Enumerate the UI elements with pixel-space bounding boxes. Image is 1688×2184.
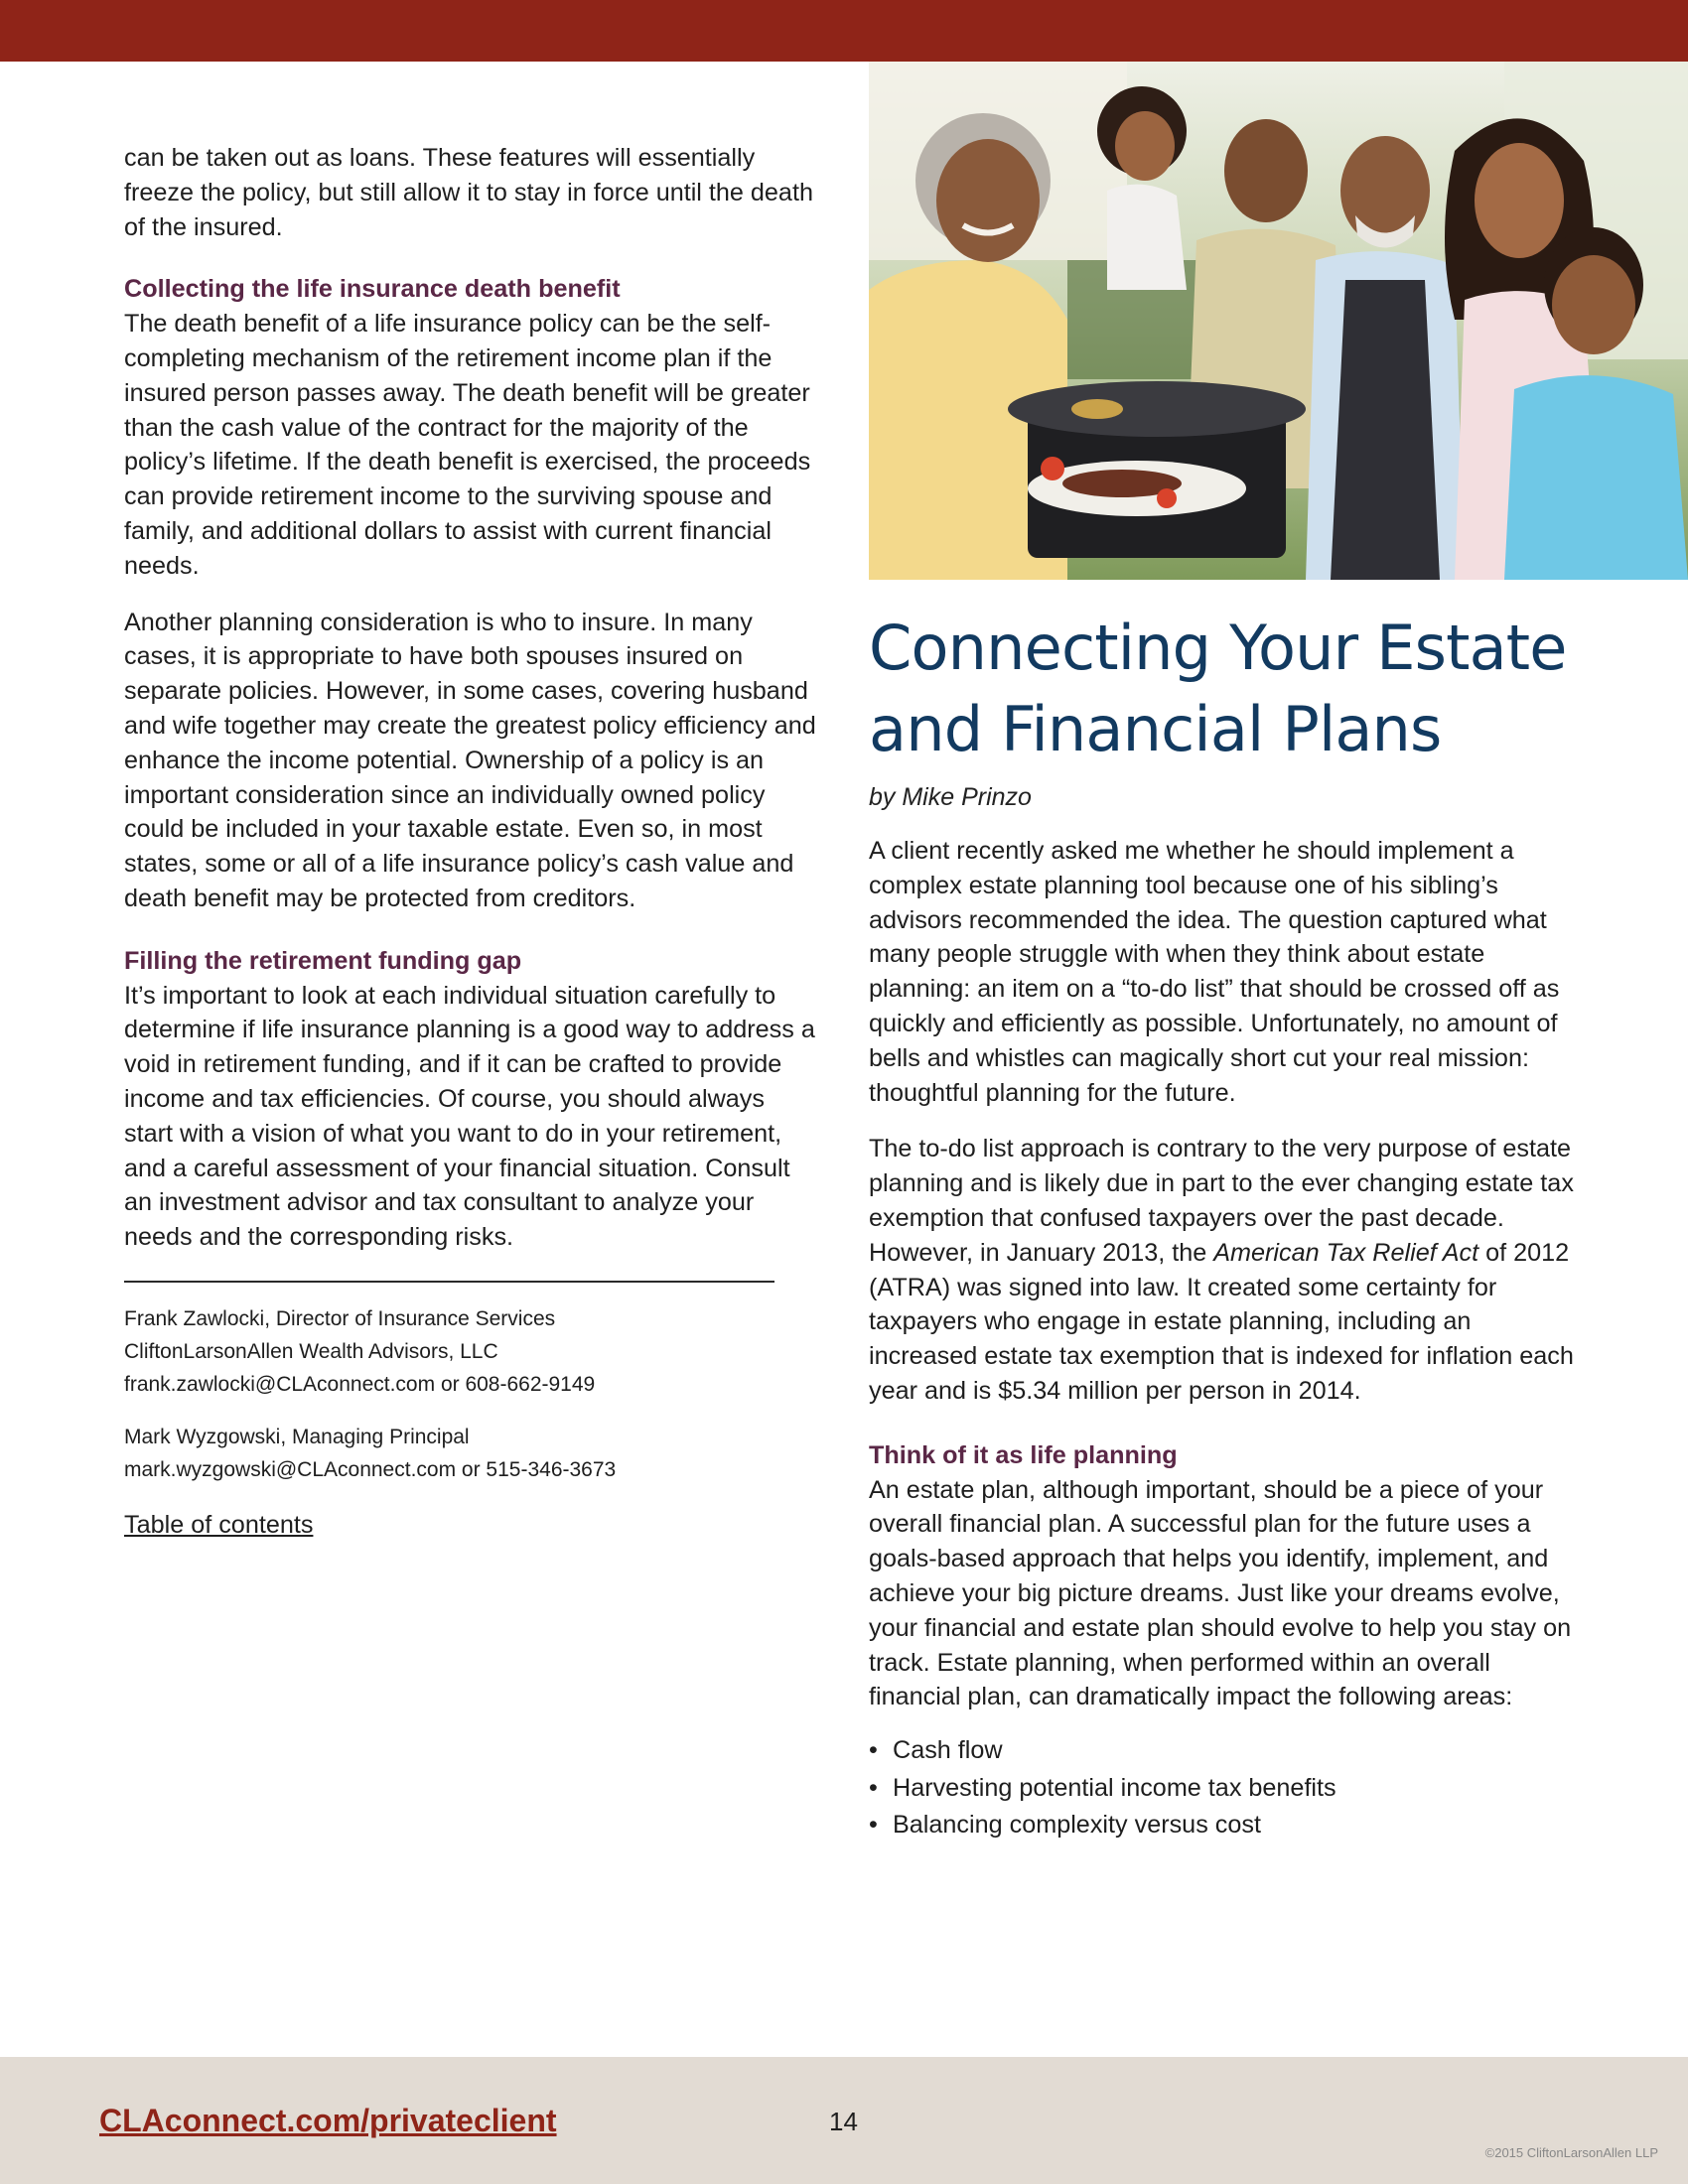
list-item xyxy=(869,1807,1574,1844)
website-link[interactable]: CLAconnect.com/privateclient xyxy=(99,2103,557,2138)
intro-paragraph: can be taken out as loans. These features will essentially freeze the policy, but still allow it to stay in force until the death of the insured. xyxy=(124,144,813,241)
impact-areas-list xyxy=(869,1732,1574,1844)
title-line-1: Connecting Your Estate xyxy=(869,612,1567,684)
top-banner-bar xyxy=(0,0,1688,62)
contact-name: Frank Zawlocki, Director of Insurance Services xyxy=(124,1306,556,1330)
copyright-notice: ©2015 CliftonLarsonAllen LLP xyxy=(1484,2145,1658,2160)
list-item-text: Cash flow xyxy=(893,1736,1003,1765)
contact-email-phone: mark.wyzgowski@CLAconnect.com or 515-346-3673 xyxy=(124,1457,617,1481)
funding-gap-paragraph: It’s important to look at each individual situation carefully to determine if life insurance planning is a good way to address a void in retirement funding, and if it can be crafted to provide income and tax efficiencies. Of course, you should always start with a vision of what you want to do in your retirement, and a careful assessment of your financial situation. Consult an investment advisor and tax consultant to analyze your needs and the corresponding risks. xyxy=(124,981,815,1252)
byline: by Mike Prinzo xyxy=(869,783,1032,811)
list-item-text: Balancing complexity versus cost xyxy=(893,1811,1261,1840)
article-paragraph-2 xyxy=(869,1132,1574,1408)
table-of-contents-link[interactable]: Table of contents xyxy=(124,1510,314,1539)
contact-block-wyzgowski xyxy=(124,1421,819,1486)
death-benefit-paragraph: The death benefit of a life insurance policy can be the self-completing mechanism of the retirement income plan if the insured person passes away. The death benefit will be greater than the cash value of the contract for the majority of the policy’s lifetime. If the death benefit is exercised, the proceeds can provide retirement income to the surviving spouse and family, and additional dollars to assist with current financial needs. xyxy=(124,310,811,580)
page-number: 14 xyxy=(829,2107,858,2136)
bullet-icon: • xyxy=(869,1736,878,1765)
section-heading-death-benefit: Collecting the life insurance death benefit xyxy=(124,275,621,304)
family-barbecue-photo xyxy=(869,62,1688,580)
who-to-insure-paragraph: Another planning consideration is who to insure. In many cases, it is appropriate to have both spouses insured on separate policies. However, in some cases, covering husband and wife together may create the greatest policy efficiency and enhance the income potential. Ownership of a policy is an important consideration since an individually owned policy could be included in your taxable estate. Even so, in most states, some or all of a life insurance policy’s cash value and death benefit may be protected from creditors. xyxy=(124,608,816,912)
list-item-text: Harvesting potential income tax benefits xyxy=(893,1773,1336,1802)
contact-block-zawlocki xyxy=(124,1302,819,1401)
article-title xyxy=(869,608,1574,770)
paragraph-text: The to-do list approach is contrary to the very purpose of estate planning and is likely due in part to the ever changing estate tax exemption that confused taxpayers over the past decade. However, in January 2013, the xyxy=(869,1135,1574,1267)
divider-rule xyxy=(124,1281,774,1283)
section-heading-life-planning: Think of it as life planning xyxy=(869,1440,1178,1469)
title-line-2: and Financial Plans xyxy=(869,693,1442,765)
paragraph-text: of 2012 (ATRA) was signed into law. It created some certainty for taxpayers who engage in estate planning, including an increased estate tax exemption that is indexed for inflation each year and is $5.34 million per person in 2014. xyxy=(869,1238,1574,1405)
right-column xyxy=(869,608,1574,1844)
act-name: American Tax Relief Act xyxy=(1213,1238,1479,1267)
left-column xyxy=(124,141,819,1542)
contact-email-phone: frank.zawlocki@CLAconnect.com or 608-662-9149 xyxy=(124,1372,596,1396)
bullet-icon: • xyxy=(869,1773,878,1802)
contact-company: CliftonLarsonAllen Wealth Advisors, LLC xyxy=(124,1339,498,1363)
life-planning-paragraph: An estate plan, although important, should be a piece of your overall financial plan. A successful plan for the future uses a goals-based approach that helps you identify, implement, and achieve your big picture dreams. Just like your dreams evolve, your financial and estate plan should evolve to help you stay on track. Estate planning, when performed within an overall financial plan, can dramatically impact the following areas: xyxy=(869,1475,1572,1711)
section-heading-funding-gap: Filling the retirement funding gap xyxy=(124,946,522,975)
list-item xyxy=(869,1732,1574,1770)
list-item xyxy=(869,1770,1574,1808)
bullet-icon: • xyxy=(869,1811,878,1840)
contact-name: Mark Wyzgowski, Managing Principal xyxy=(124,1425,470,1448)
article-paragraph-1: A client recently asked me whether he should implement a complex estate planning tool because one of his sibling’s advisors recommended the idea. The question captured what many people struggle with when they think about estate planning: an item on a “to-do list” that should be crossed off as quickly and efficiently as possible. Unfortunately, no amount of bells and whistles can magically short cut your real mission: thoughtful planning for the future. xyxy=(869,837,1560,1107)
